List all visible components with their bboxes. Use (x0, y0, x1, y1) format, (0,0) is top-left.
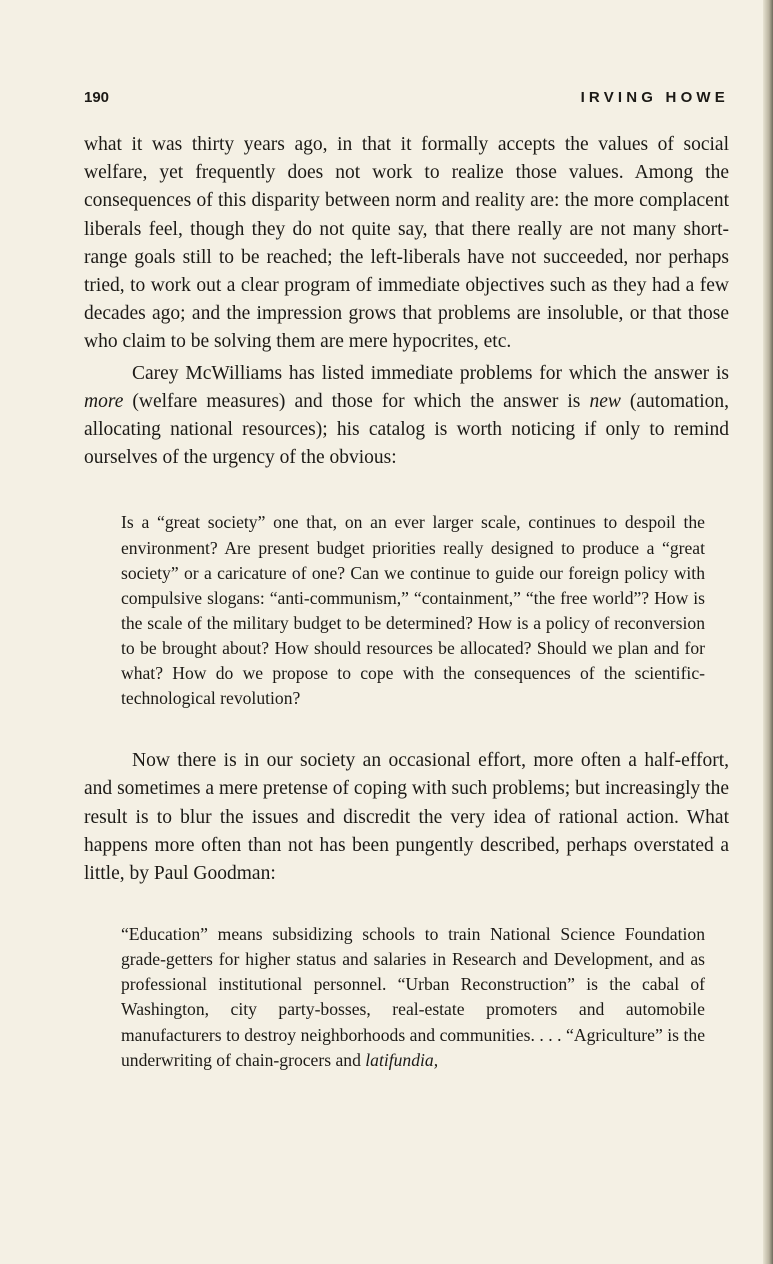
paragraph-2-emphasis-more: more (84, 390, 124, 412)
page-header (84, 89, 729, 111)
paragraph-2-text-a: Carey McWilliams has listed immediate problems for which the answer is (132, 362, 729, 384)
paragraph-2 (84, 360, 729, 473)
page-edge-shadow (763, 0, 773, 1264)
block-quote-goodman-emphasis: latifundia, (365, 1049, 439, 1070)
block-quote-goodman (84, 922, 705, 1073)
page-body (84, 131, 729, 1073)
paragraph-2-text-b: (welfare measures) and those for which the answer is (123, 390, 590, 412)
page-number: 190 (84, 89, 110, 106)
paragraph-2-emphasis-new: new (589, 390, 621, 412)
paragraph-1: what it was thirty years ago, in that it formally accepts the values of social welfare, yet frequently does not work to realize those values. Among the consequences of this disparity between norm and reality are: the more complacent liberals feel, though they do not quite say, that there really are not many short-range goals still to be reached; the left-liberals have not succeeded, nor perhaps tried, to work out a clear program of immediate objectives such as they had a few decades ago; and the impression grows that problems are insoluble, or that those who claim to be solving them are mere hypocrites, etc. (84, 134, 729, 353)
paragraph-3: Now there is in our society an occasional effort, more often a half-effort, and sometimes a mere pretense of coping with such problems; but increasingly the result is to blur the issues and discredit the very idea of rational action. What happens more often than not has been pungently described, perhaps overstated a little, by Paul Goodman: (84, 750, 729, 884)
block-quote-mcwilliams: Is a “great society” one that, on an ever larger scale, continues to despoil the environment? Are present budget priorities really designed to produce a “great society” or a caricature of one? Can we continue to guide our foreign policy with compulsive slogans: “anti-communism,” “containment,” “the free world”? How is the scale of the military budget to be determined? How is a policy of reconversion to be brought about? How should resources be allocated? Should we plan and for what? How do we propose to cope with the consequences of the scientific-technological revolution? (121, 512, 705, 709)
running-head: IRVING HOWE (580, 89, 729, 106)
paragraph-2-text-c: (automation, allocating national resources); his catalog is worth noticing if only to remind ourselves of the urgency of the obvious: (84, 390, 729, 469)
block-quote-goodman-text: “Education” means subsidizing schools to train National Science Foundation grade-getters for higher status and salaries in Research and Development, and as professional institutional personnel. “Urban Reconstruction” is the cabal of Washington, city party-bosses, real-estate promoters and automobile manufacturers to destroy neighborhoods and communities. . . . “Agriculture” is the underwriting of chain-grocers and (121, 924, 705, 1070)
